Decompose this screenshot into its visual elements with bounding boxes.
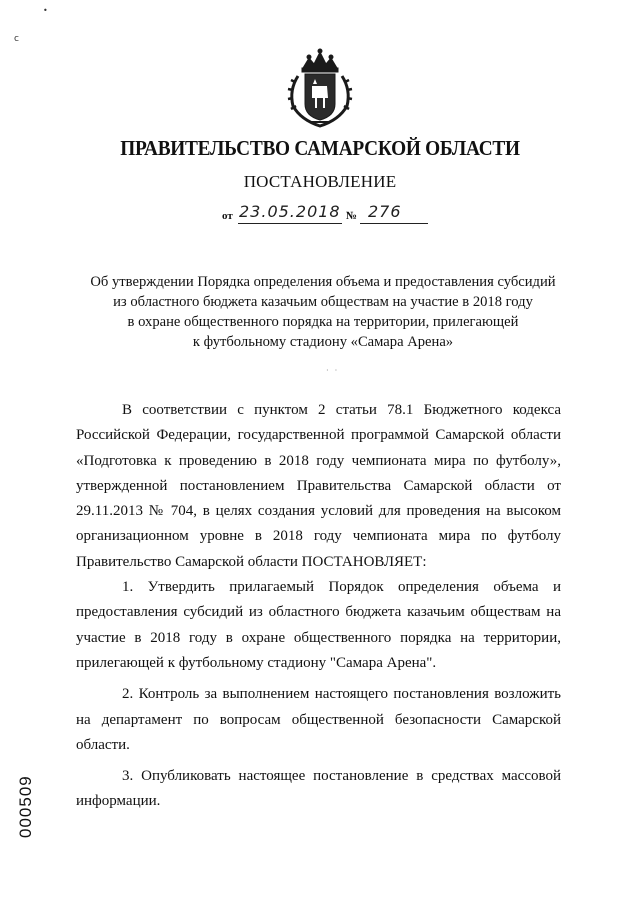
text-line: 29.11.2013 № 704, в целях создания условий для проведения на высоком [76, 503, 561, 520]
date-number-line [222, 202, 442, 226]
number-underline [360, 223, 428, 224]
text-line: 2. Контроль за выполнением настоящего постановления возложить [122, 686, 561, 703]
scan-speck: · · [326, 366, 340, 375]
document-subject [80, 272, 566, 352]
text-line: 3. Опубликовать настоящее постановление в средствах массовой [122, 768, 561, 785]
text-line: утвержденной постановлением Правительства Самарской области от [76, 477, 561, 494]
text-line: организационном уровне в 2018 году чемпионата мира по футболу [76, 528, 561, 545]
date-prefix: от [222, 210, 233, 222]
text-line: прилегающей к футбольному стадиону "Самара Арена". [76, 654, 437, 671]
subject-line: в охране общественного порядка на территории, прилегающей [127, 314, 519, 330]
document-body [76, 398, 561, 815]
subject-line: Об утверждении Порядка определения объема и предоставления субсидий [90, 274, 556, 290]
subject-line: из областного бюджета казачьим обществам на участие в 2018 году [113, 294, 533, 310]
text-line: «Подготовка к проведению в 2018 году чемпионата мира по футболу», [76, 452, 561, 469]
scan-dot: • [43, 6, 48, 15]
archive-number: 000509 [16, 775, 35, 838]
item-3-paragraph [76, 764, 561, 815]
date-underline [238, 223, 342, 224]
subject-line: к футбольному стадиону «Самара Арена» [192, 334, 454, 350]
document-type: ПОСТАНОВЛЕНИЕ [243, 172, 397, 191]
preamble-paragraph [76, 398, 561, 575]
item-2-paragraph [76, 682, 561, 758]
text-line: Российской Федерации, государственной программой Самарской области [76, 427, 561, 444]
handwritten-date: 23.05.2018 [239, 202, 341, 221]
government-title: ПРАВИТЕЛЬСТВО САМАРСКОЙ ОБЛАСТИ [120, 136, 520, 160]
number-prefix: № [346, 210, 358, 222]
text-line: Правительство Самарской области ПОСТАНОВЛЯЕТ: [76, 553, 427, 570]
text-line: 1. Утвердить прилагаемый Порядок определения объема и [122, 579, 561, 596]
text-line: информации. [76, 793, 161, 810]
text-line: участие в 2018 году в охране общественного порядка на территории, [76, 629, 561, 646]
corner-mark: с [14, 34, 19, 44]
samara-coat-of-arms-emblem [281, 46, 359, 128]
handwritten-number: 276 [368, 202, 402, 221]
text-line: на департамент по вопросам общественной безопасности Самарской [76, 711, 561, 728]
item-1-paragraph [76, 575, 561, 676]
text-line: области. [76, 736, 130, 753]
text-line: В соответствии с пунктом 2 статьи 78.1 Бюджетного кодекса [122, 402, 561, 418]
text-line: предоставления субсидий из областного бюджета казачьим обществам на [76, 604, 561, 621]
